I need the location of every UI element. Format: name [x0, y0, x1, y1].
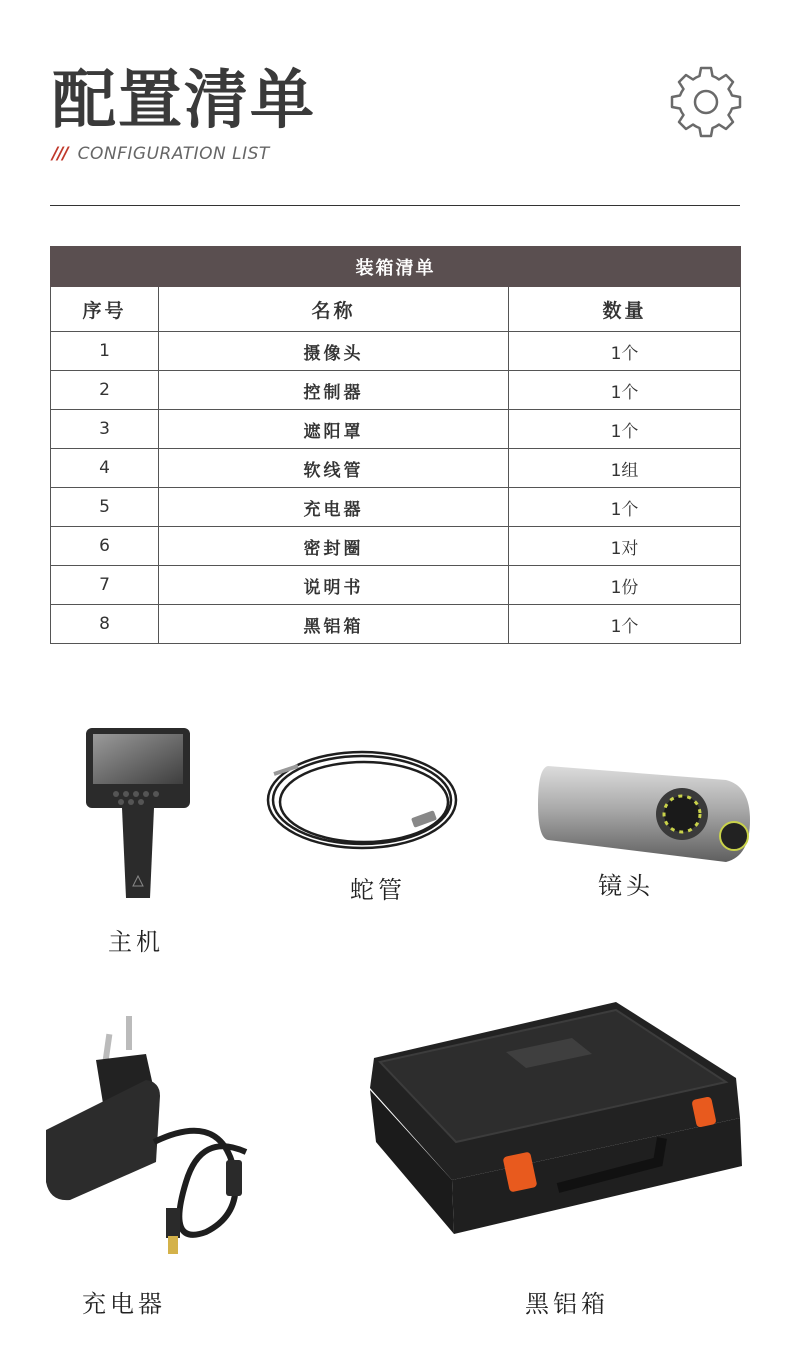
cell-name: 软线管	[159, 449, 509, 488]
table-row	[51, 527, 741, 566]
cell-no: 1	[51, 332, 159, 371]
cell-no: 8	[51, 605, 159, 644]
cell-qty: 1个	[509, 410, 741, 449]
cell-name: 摄像头	[159, 332, 509, 371]
divider	[50, 205, 740, 206]
cell-no: 5	[51, 488, 159, 527]
cell-no: 4	[51, 449, 159, 488]
cell-name: 充电器	[159, 488, 509, 527]
product-label-hose: 蛇管	[350, 876, 406, 904]
table-header-row	[51, 287, 741, 332]
page-subtitle	[52, 144, 270, 164]
cell-name: 遮阳罩	[159, 410, 509, 449]
cell-qty: 1个	[509, 488, 741, 527]
table-row	[51, 449, 741, 488]
table-row	[51, 566, 741, 605]
cell-name: 密封圈	[159, 527, 509, 566]
cell-qty: 1对	[509, 527, 741, 566]
cell-name: 黑铝箱	[159, 605, 509, 644]
gear-icon	[670, 66, 742, 138]
table-caption: 装箱清单	[51, 247, 741, 287]
cell-qty: 1个	[509, 371, 741, 410]
lens-camera-image	[536, 756, 754, 868]
table-row	[51, 488, 741, 527]
column-header-qty: 数量	[509, 287, 741, 332]
cell-qty: 1组	[509, 449, 741, 488]
table-row	[51, 332, 741, 371]
table-row	[51, 605, 741, 644]
table-row	[51, 410, 741, 449]
black-case-image	[366, 998, 748, 1238]
cell-name: 说明书	[159, 566, 509, 605]
hose-image	[262, 744, 462, 854]
column-header-name: 名称	[159, 287, 509, 332]
subtitle-mark: ///	[52, 144, 68, 164]
packing-list-table	[50, 246, 741, 644]
product-label-lens: 镜头	[598, 872, 654, 900]
product-label-charger: 充电器	[82, 1290, 166, 1318]
host-controller-image	[84, 726, 192, 902]
column-header-no: 序号	[51, 287, 159, 332]
table-row	[51, 371, 741, 410]
subtitle-text: CONFIGURATION LIST	[77, 144, 270, 164]
product-label-host: 主机	[108, 928, 164, 956]
cell-no: 6	[51, 527, 159, 566]
product-label-case: 黑铝箱	[525, 1290, 609, 1318]
cell-qty: 1个	[509, 605, 741, 644]
cell-qty: 1个	[509, 332, 741, 371]
cell-no: 3	[51, 410, 159, 449]
cell-qty: 1份	[509, 566, 741, 605]
cell-name: 控制器	[159, 371, 509, 410]
cell-no: 7	[51, 566, 159, 605]
cell-no: 2	[51, 371, 159, 410]
page-title: 配置清单	[52, 64, 316, 138]
charger-image	[36, 1012, 280, 1260]
